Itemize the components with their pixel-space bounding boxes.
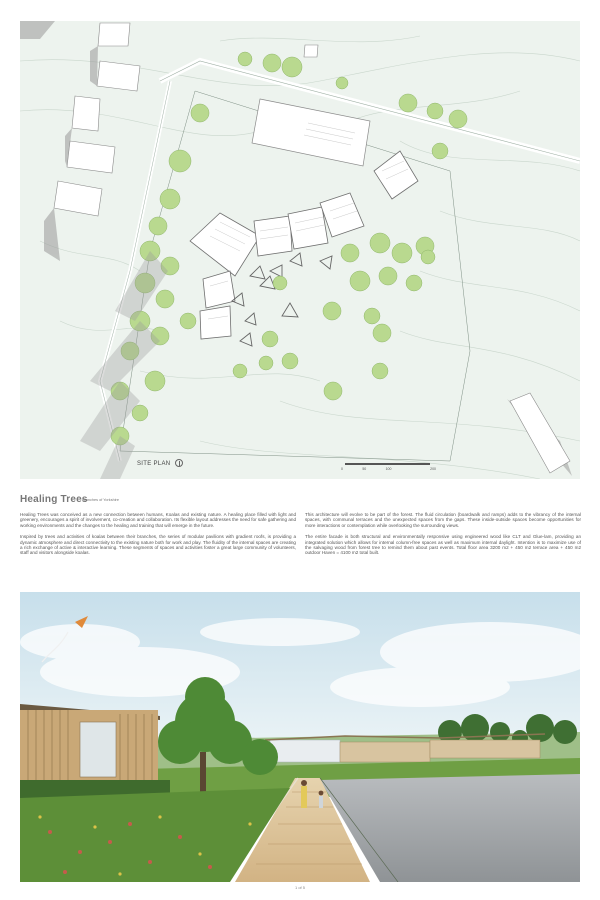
building-shadows bbox=[20, 21, 98, 261]
text-column-left bbox=[20, 512, 296, 562]
page-title: Healing Trees bbox=[20, 494, 88, 505]
site-plan-svg bbox=[20, 21, 580, 479]
scale-label: 200 bbox=[430, 467, 436, 471]
scale-bar bbox=[345, 463, 430, 465]
scale-label: 100 bbox=[385, 467, 392, 471]
paragraph: Inspired by trees and activities of koalas between their branches, the series of modular pavilions with gradient roofs, is providing a dynamic atmosphere and direct connectivity to the existing nature both for work and play. The fluidity of the internal spaces are creating a rich exchange of active & interactive learning. These segments of spaces and activities foster a great large community of volunteers, staff and visitors alongside koalas. bbox=[20, 534, 296, 556]
scale-label: 50 bbox=[362, 467, 367, 471]
page-number: 1 of 5 bbox=[294, 885, 305, 890]
far-building bbox=[510, 393, 570, 473]
north-arrow-icon bbox=[175, 459, 183, 467]
site-plan-drawing bbox=[20, 21, 580, 479]
scale-labels bbox=[341, 467, 436, 471]
paragraph: This architecture will evolve to be part of the forest. The fluid circulation (boardwalk and ramps) adds to the vibrancy of the internal spaces, with communal terraces and the unexpected spaces from the gaps. These inside-outside spaces become opportunities for more interactions or contemplation while overlooking the surrounding views. bbox=[305, 512, 581, 528]
tree-shadows bbox=[80, 251, 171, 479]
page-subtitle: Branches of Yorkshire bbox=[82, 498, 119, 502]
timber-pavilion bbox=[20, 704, 160, 780]
triangle-frames bbox=[232, 253, 332, 346]
text-column-right bbox=[305, 512, 581, 562]
paragraph: Healing Trees was conceived as a new connection between humans, Koalas and existing nature. A healing place filled with light and greenery, encourages a spirit of involvement, co-creation and collaboration. Its flexible layout addresses the need for safe gathering and working environments and the changes to the healing and training that will emerge in the future. bbox=[20, 512, 296, 528]
scale-label: 0 bbox=[341, 467, 343, 471]
site-plan-label: SITE PLAN bbox=[137, 461, 171, 467]
paragraph: The entire facade is both structural and environmentally responsive using engineered wood like CLT and Glue-lam, providing an integrated solution which allows for internal column-free spaces as well as maximum internal daylight. Intention is to maximize use of the salvaging wood from forest tree to remind them about past events. Total floor area 3200 m2 + 450 m2 terrace area + 450 m2 outdoor Haven = 4100 m2 total built. bbox=[305, 534, 581, 556]
perspective-render bbox=[20, 592, 580, 882]
render-svg bbox=[20, 592, 580, 882]
